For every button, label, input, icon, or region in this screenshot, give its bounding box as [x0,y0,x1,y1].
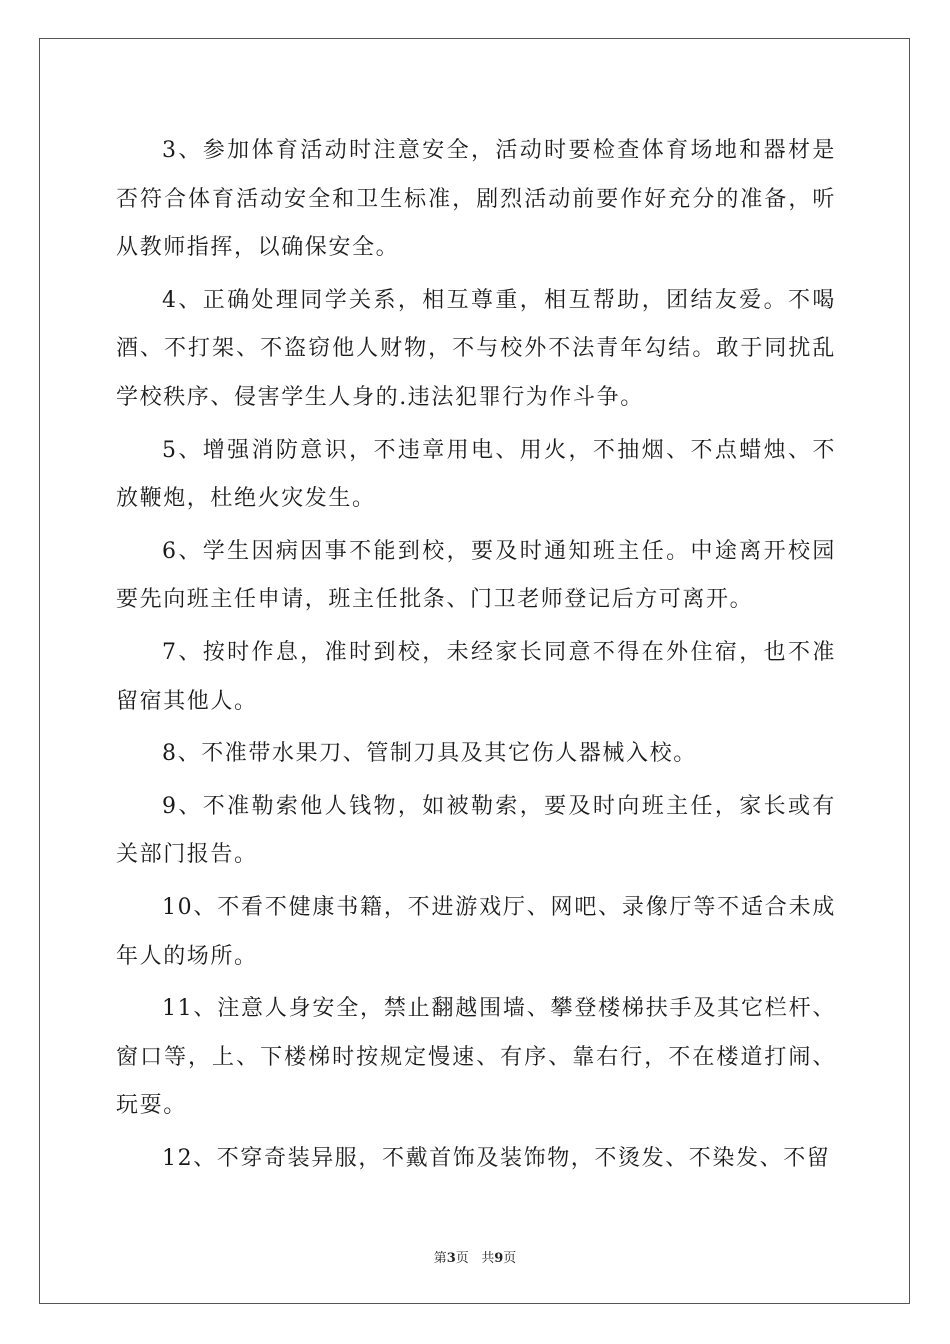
total-pages: 9 [494,1251,504,1266]
page-suffix: 页 [455,1251,469,1266]
page-footer [0,1247,950,1266]
total-prefix: 共 [481,1251,495,1266]
paragraph-8: 8、不准带水果刀、管制刀具及其它伤人器械入校。 [162,741,697,767]
paragraph-5: 5、增强消防意识，不违章用电、用火，不抽烟、不点蜡烛、不放鞭炮，杜绝火灾发生。 [116,437,836,512]
paragraph-7: 7、按时作息，准时到校，未经家长同意不得在外住宿，也不准留宿其他人。 [116,639,836,714]
paragraph-9: 9、不准勒索他人钱物，如被勒索，要及时向班主任，家长或有关部门报告。 [116,793,836,868]
document-body [116,127,836,1187]
paragraph-4: 4、正确处理同学关系，相互尊重，相互帮助，团结友爱。不喝酒、不打架、不盗窃他人财物，不与校外不法青年勾结。敢于同扰乱学校秩序、侵害学生人身的.违法犯罪行为作斗争。 [116,287,836,410]
total-suffix: 页 [503,1251,517,1266]
page-prefix: 第 [433,1251,447,1266]
page-number: 3 [446,1251,456,1266]
paragraph-6: 6、学生因病因事不能到校，要及时通知班主任。中途离开校园要先向班主任申请，班主任批条、门卫老师登记后方可离开。 [116,538,836,613]
paragraph-3: 3、参加体育活动时注意安全，活动时要检查体育场地和器材是否符合体育活动安全和卫生标准，剧烈活动前要作好充分的准备，听从教师指挥，以确保安全。 [116,138,836,261]
paragraph-10: 10、不看不健康书籍，不进游戏厅、网吧、录像厅等不适合未成年人的场所。 [116,894,836,969]
paragraph-11: 11、注意人身安全，禁止翻越围墙、攀登楼梯扶手及其它栏杆、窗口等，上、下楼梯时按规定慢速、有序、靠右行，不在楼道打闹、玩耍。 [116,996,836,1119]
paragraph-12: 12、不穿奇装异服，不戴首饰及装饰物，不烫发、不染发、不留 [162,1145,831,1171]
